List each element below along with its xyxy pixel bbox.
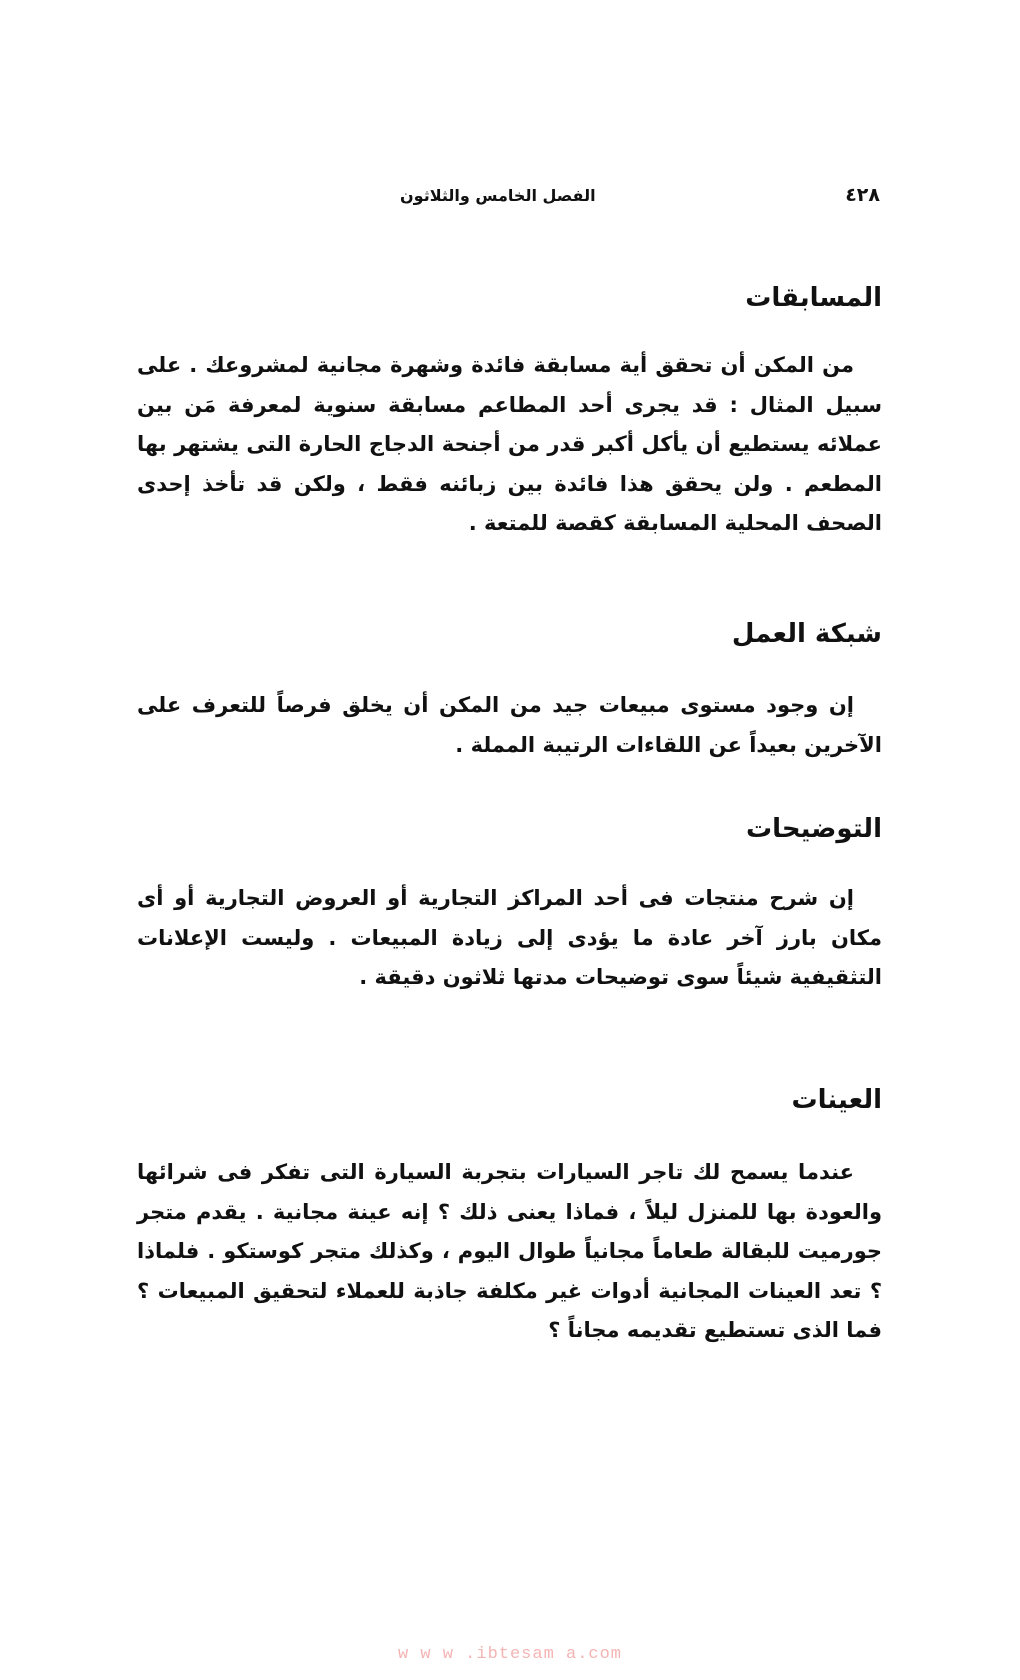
section-paragraph: عندما يسمح لك تاجر السيارات بتجربة السيارة التى تفكر فى شرائها والعودة بها للمنزل ليلاً ، فماذا يعنى ذلك ؟ إنه عينة مجانية . يقدم متجر جورميت للبقالة طعاماً مجانياً طوال اليوم ، وكذلك متجر كوستكو . فلماذا ؟ تعد العينات المجانية أدوات غير مكلفة جاذبة للعملاء لتحقيق المبيعات ؟ فما الذى تستطيع تقديمه مجاناً ؟: [137, 1160, 882, 1342]
section-demonstrations: [137, 809, 882, 998]
section-paragraph: إن وجود مستوى مبيعات جيد من المكن أن يخلق فرصاً للتعرف على الآخرين بعيداً عن اللقاءات الرتيبة المملة .: [137, 693, 882, 757]
site-watermark: w w w .ibtesam a.com: [397, 1645, 623, 1664]
section-heading: التوضيحات: [746, 814, 882, 844]
section-samples: [137, 1080, 882, 1351]
section-networking: [137, 614, 882, 765]
section-competitions: [137, 278, 882, 544]
section-paragraph: من المكن أن تحقق أية مسابقة فائدة وشهرة مجانية لمشروعك . على سبيل المثال : قد يجرى أحد المطاعم مسابقة سنوية لمعرفة مَن بين عملائه يستطيع أن يأكل أكبر قدر من أجنحة الدجاج الحارة التى يشتهر بها المطعم . ولن يحقق هذا فائدة بين زبائنه فقط ، ولكن قد تأخذ إحدى الصحف المحلية المسابقة كقصة للمتعة .: [137, 353, 882, 535]
section-heading: شبكة العمل: [731, 619, 882, 649]
page-number: ٤٢٨: [845, 184, 880, 206]
running-header: [400, 180, 880, 210]
section-paragraph: إن شرح منتجات فى أحد المراكز التجارية أو العروض التجارية أو أى مكان بارز آخر عادة ما يؤدى إلى زيادة المبيعات . وليست الإعلانات التثقيفية شيئاً سوى توضيحات مدتها ثلاثون دقيقة .: [137, 886, 882, 989]
chapter-title: الفصل الخامس والثلاثون: [400, 185, 596, 205]
section-heading: العينات: [791, 1085, 882, 1115]
section-heading: المسابقات: [745, 283, 882, 313]
